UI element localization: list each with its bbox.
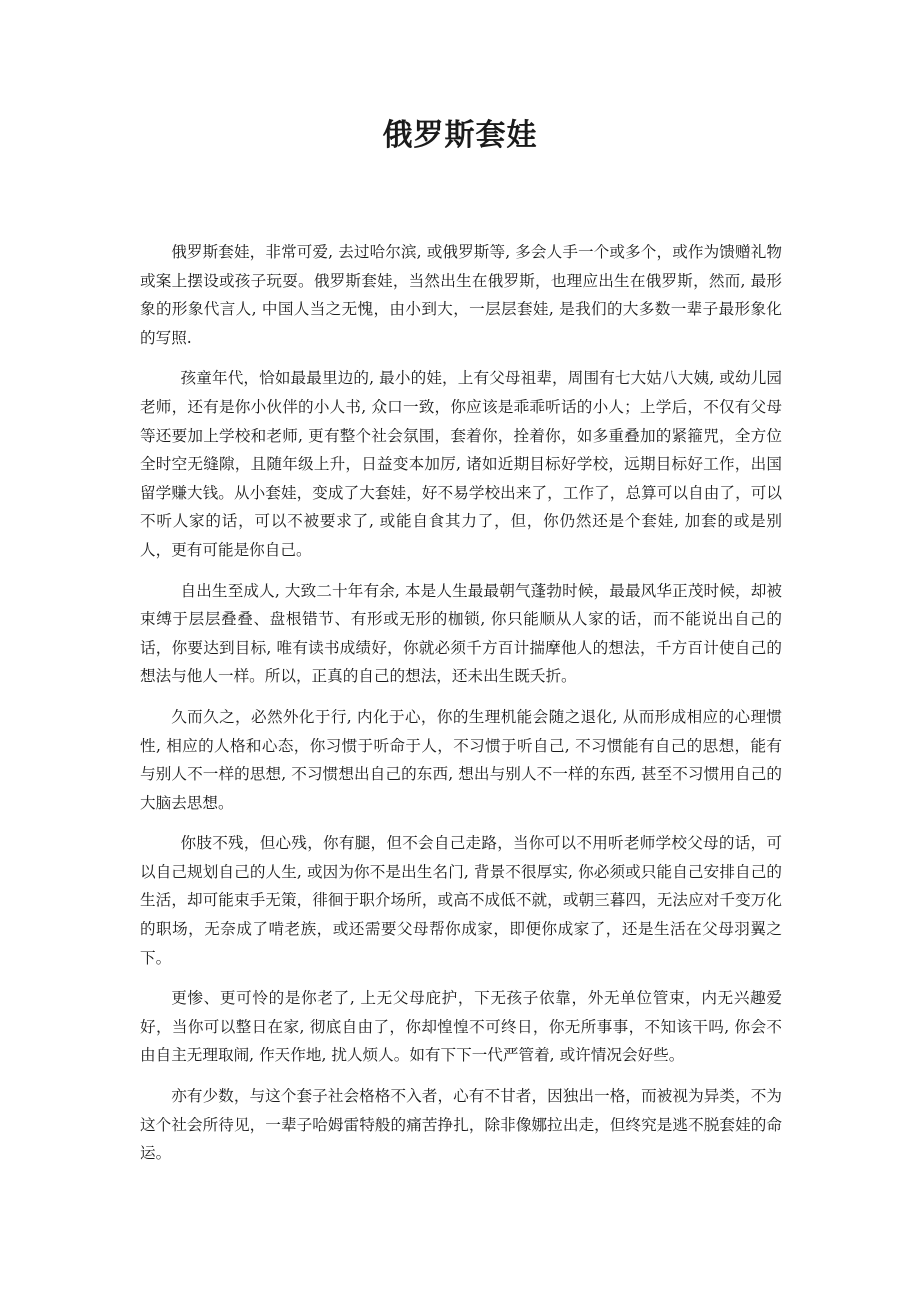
document-title: 俄罗斯套娃 bbox=[382, 118, 538, 153]
paragraph-6: 更惨、更可怜的是你老了, 上无父母庇护，下无孩子依靠，外无单位管束，内无兴趣爱好，当你可以整日在家, 彻底自由了，你却惶惶不可终日，你无所事事，不知该干吗, 你会不由自主无理取闹, 作天作地, 扰人烦人。如有下下一代严管着, 或许情况会好些。 bbox=[140, 989, 782, 1065]
paragraph-3: 自出生至成人, 大致二十年有余, 本是人生最最朝气蓬勃时候，最最风华正茂时候，却被束缚于层层叠叠、盘根错节、有形或无形的枷锁, 你只能顺从人家的话，而不能说出自己的话，你要达到目标, 唯有读书成绩好，你就必须千方百计揣摩他人的想法，千方百计使自己的想法与他人一样。所以，正真的自己的想法，还未出生既夭折。 bbox=[140, 581, 782, 686]
paragraph-2: 孩童年代，恰如最最里边的, 最小的娃，上有父母祖辈，周围有七大姑八大姨, 或幼儿园老师，还有是你小伙伴的小人书, 众口一致，你应该是乖乖听话的小人；上学后，不仅有父母等还要加上学校和老师, 更有整个社会氛围，套着你，拴着你，如多重叠加的紧箍咒，全方位全时空无缝隙，且随年级上升，日益变本加厉, 诸如近期目标好学校，远期目标好工作，出国留学赚大钱。从小套娃，变成了大套娃，好不易学校出来了，工作了，总算可以自由了，可以不听人家的话，可以不被要求了, 或能自食其力了，但，你仍然还是个套娃, 加套的或是别人，更有可能是你自己。 bbox=[140, 369, 782, 559]
paragraph-5: 你肢不残，但心残，你有腿，但不会自己走路，当你可以不用听老师学校父母的话，可以自己规划自己的人生, 或因为你不是出生名门, 背景不很厚实, 你必须或只能自己安排自己的生活，却可能束手无策，徘徊于职介场所，或高不成低不就，或朝三暮四，无法应对千变万化的职场，无奈成了啃老族，或还需要父母帮你成家，即便你成家了，还是生活在父母羽翼之下。 bbox=[140, 834, 782, 967]
paragraph-1: 俄罗斯套娃，非常可爱, 去过哈尔滨, 或俄罗斯等, 多会人手一个或多个，或作为馈赠礼物或案上摆设或孩子玩耍。俄罗斯套娃，当然出生在俄罗斯，也理应出生在俄罗斯，然而, 最形象的形象代言人, 中国人当之无愧，由小到大，一层层套娃, 是我们的大多数一辈子最形象化的写照. bbox=[140, 243, 782, 347]
paragraph-4: 久而久之，必然外化于行, 内化于心，你的生理机能会随之退化, 从而形成相应的心理惯性, 相应的人格和心态，你习惯于听命于人，不习惯于听自己, 不习惯能有自己的思想，能有与别人不一样的思想, 不习惯想出自己的东西, 想出与别人不一样的东西, 甚至不习惯用自己的大脑去思想。 bbox=[140, 707, 782, 812]
paragraph-7: 亦有少数，与这个套子社会格格不入者，心有不甘者，因独出一格，而被视为异类，不为这个社会所待见，一辈子哈姆雷特般的痛苦挣扎，除非像娜拉出走，但终究是逃不脱套娃的命运。 bbox=[140, 1087, 782, 1163]
document-body bbox=[140, 238, 782, 1180]
